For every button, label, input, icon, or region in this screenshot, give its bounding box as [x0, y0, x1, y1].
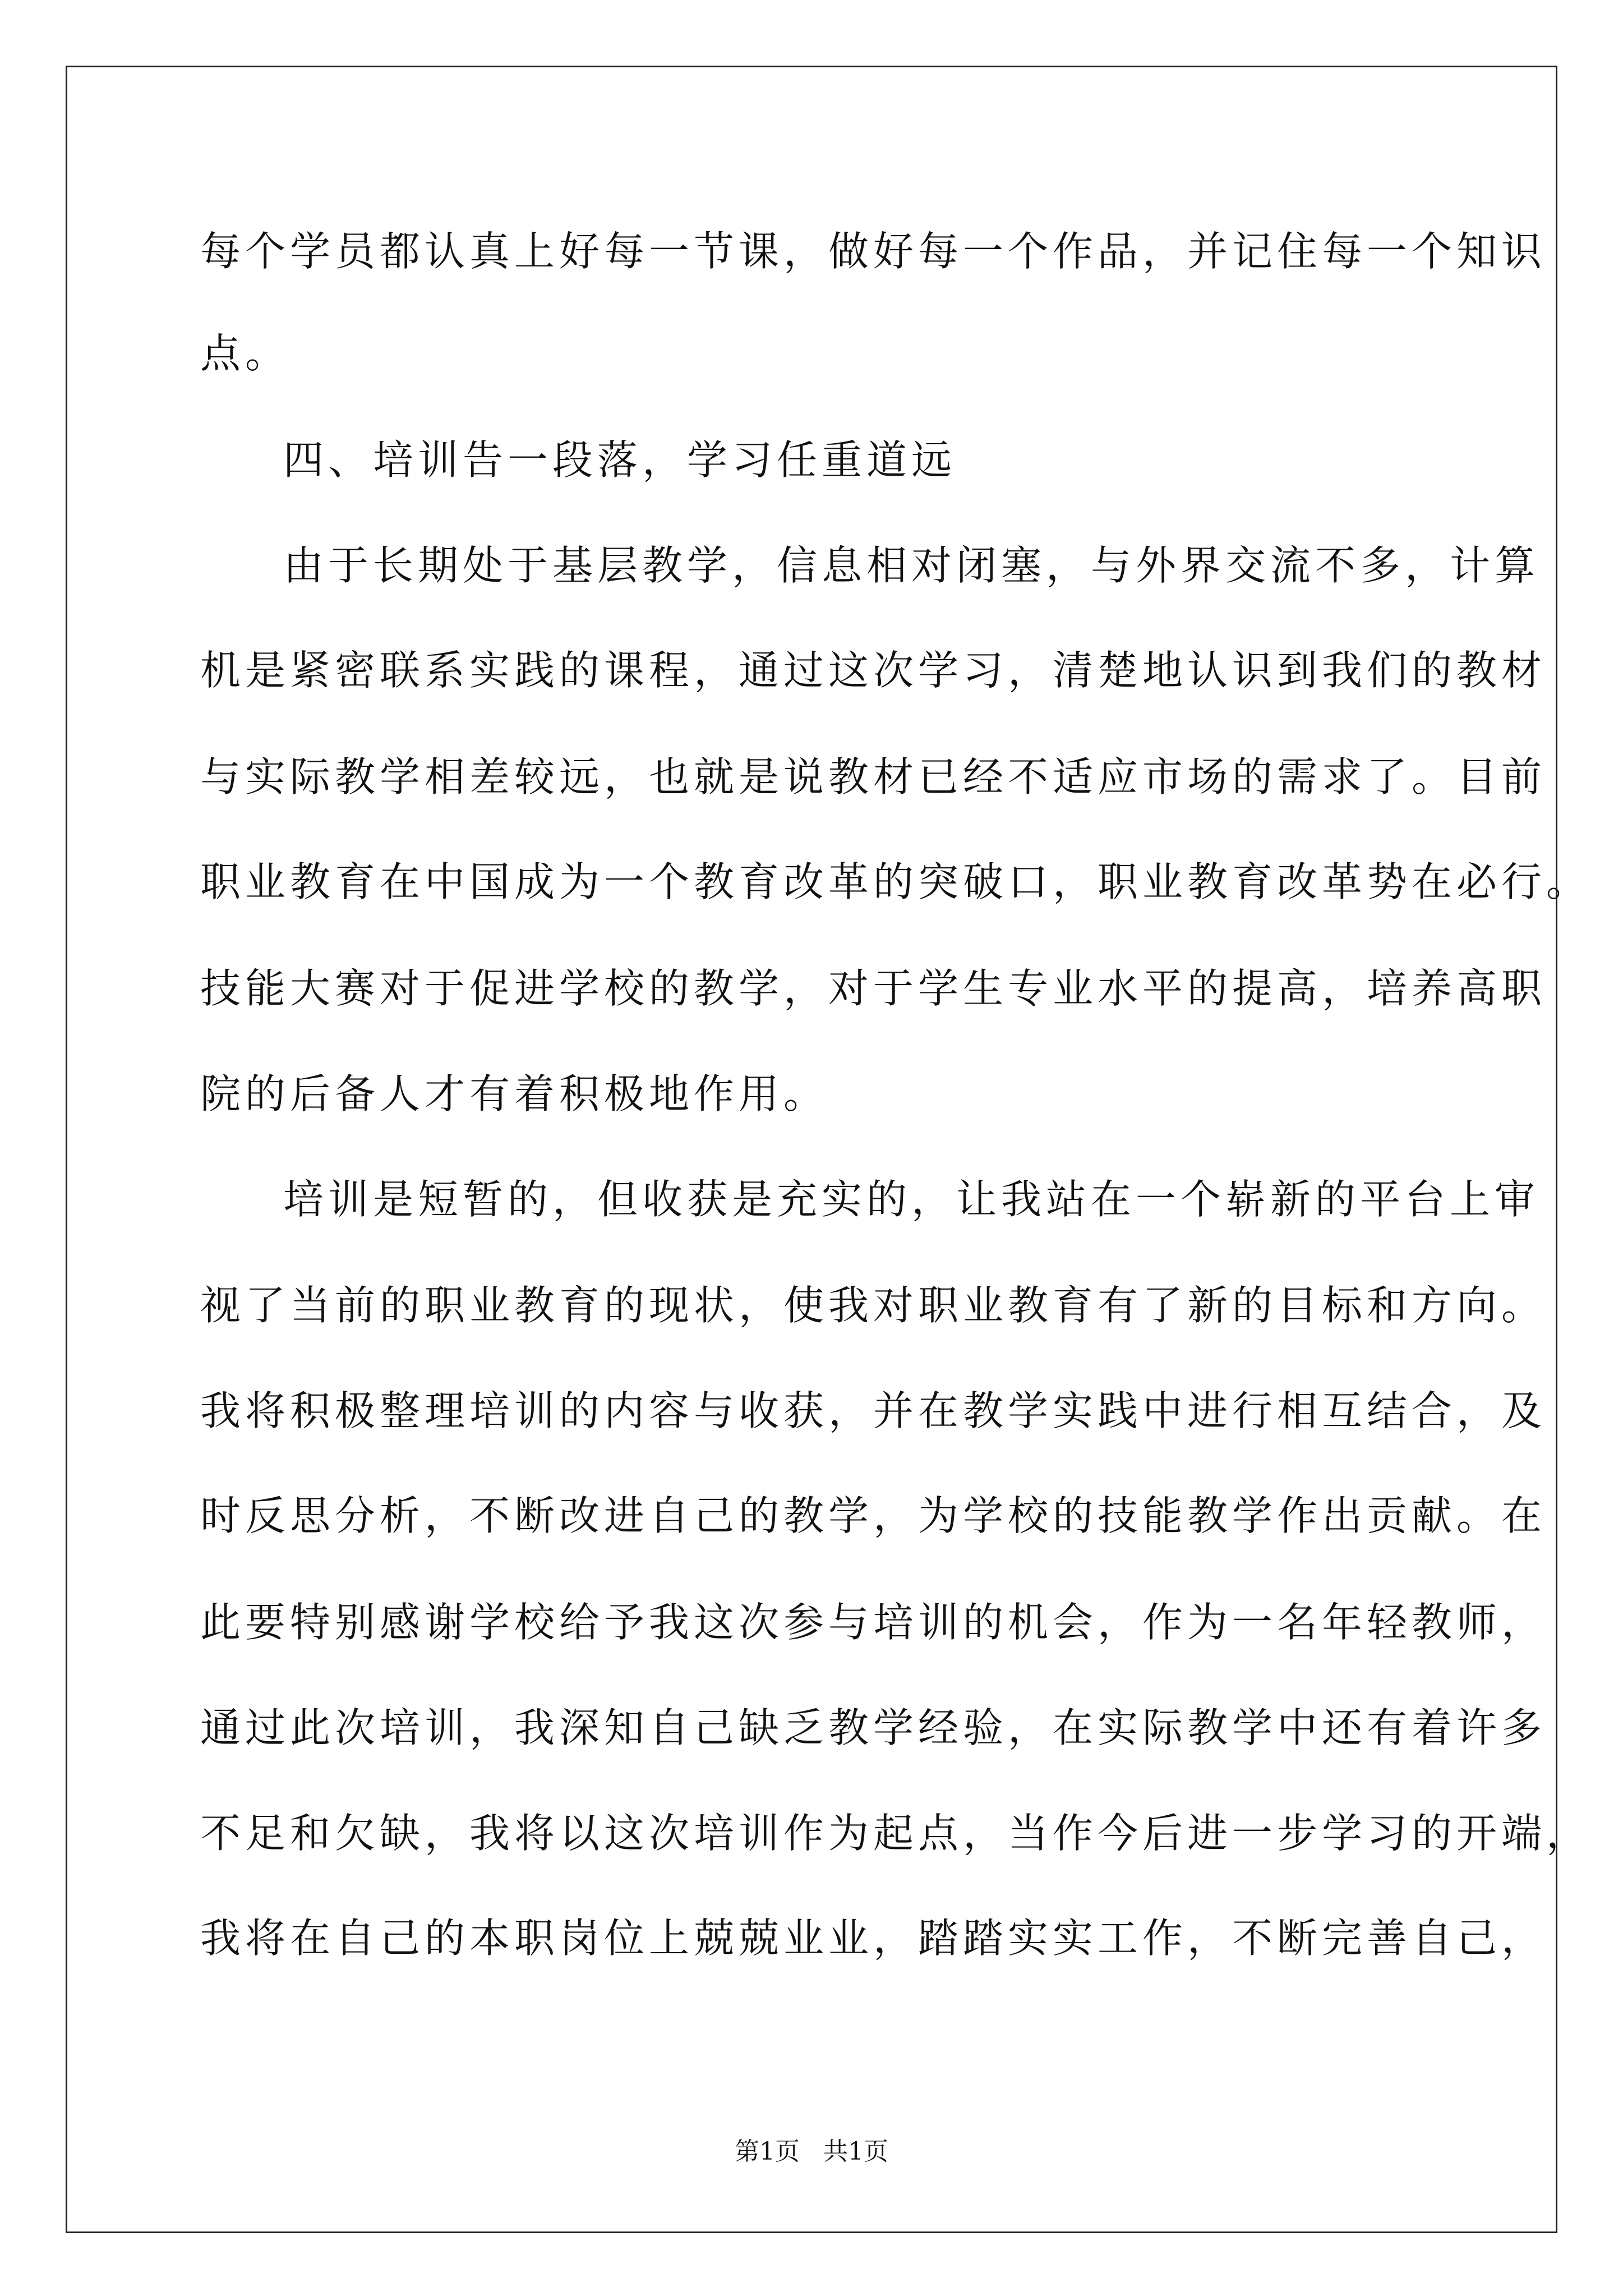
text-line: 视了当前的职业教育的现状，使我对职业教育有了新的目标和方向。: [200, 1282, 1547, 1329]
text-line: 技能大赛对于促进学校的教学，对于学生专业水平的提高，培养高职: [200, 965, 1547, 1012]
text-line: 与实际教学相差较远，也就是说教材已经不适应市场的需求了。目前: [200, 753, 1547, 800]
page-border: [66, 66, 1557, 2233]
text-line: 我将在自己的本职岗位上兢兢业业，踏踏实实工作，不断完善自己，: [200, 1915, 1547, 1962]
text-line: 此要特别感谢学校给予我这次参与培训的机会，作为一名年轻教师，: [200, 1599, 1547, 1646]
text-line: 我将积极整理培训的内容与收获，并在教学实践中进行相互结合，及: [200, 1387, 1547, 1434]
text-line: 通过此次培训，我深知自己缺乏教学经验，在实际教学中还有着许多: [200, 1704, 1547, 1751]
text-line: 每个学员都认真上好每一节课，做好每一个作品，并记住每一个知识: [200, 228, 1547, 275]
text-line: 由于长期处于基层教学，信息相对闭塞，与外界交流不多，计算: [283, 542, 1540, 589]
page-footer: 第1页 共1页: [735, 2137, 888, 2166]
text-line: 不足和欠缺，我将以这次培训作为起点，当作今后进一步学习的开端，: [200, 1810, 1592, 1857]
text-line: 时反思分析，不断改进自己的教学，为学校的技能教学作出贡献。在: [200, 1492, 1547, 1539]
text-line: 点。: [200, 330, 291, 377]
text-line: 培训是短暂的，但收获是充实的，让我站在一个崭新的平台上审: [283, 1176, 1540, 1223]
text-line: 职业教育在中国成为一个教育改革的突破口，职业教育改革势在必行。: [200, 858, 1592, 905]
text-line: 院的后备人才有着积极地作用。: [200, 1070, 829, 1117]
section-heading: 四、培训告一段落，学习任重道远: [283, 436, 957, 484]
text-line: 机是紧密联系实践的课程，通过这次学习，清楚地认识到我们的教材: [200, 647, 1547, 694]
